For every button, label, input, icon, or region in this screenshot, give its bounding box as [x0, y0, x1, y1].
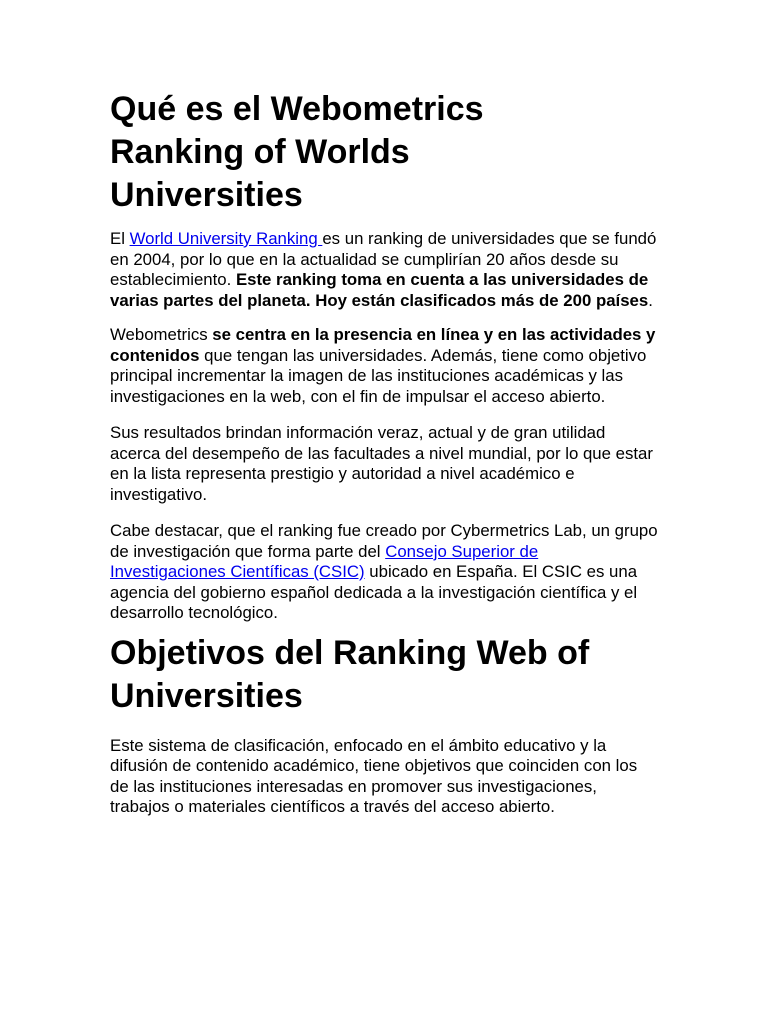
csic-text-2: ubicado en España. El CSIC es una agencia del gobierno español dedicada a la investigación científica y el desarrollo tecnológico.: [110, 562, 638, 622]
intro-text-1: El: [110, 229, 130, 248]
csic-link[interactable]: Consejo Superior de Investigaciones Científicas (CSIC): [110, 541, 539, 581]
article-body: [110, 88, 658, 818]
focus-text-1: Webometrics: [110, 325, 213, 344]
heading-objectives: Objetivos del Ranking Web of Universities: [110, 633, 590, 715]
csic-text-1: Cabe destacar, que el ranking fue creado por Cybermetrics Lab, un grupo de investigación que forma parte del: [110, 521, 658, 561]
focus-bold-text: se centra en la presencia en línea y en las actividades y contenidos: [110, 325, 656, 365]
world-university-ranking-link[interactable]: World University Ranking: [129, 229, 323, 248]
intro-text-2: es un ranking de universidades que se fundó en 2004, por lo que en la actualidad se cumplirían 20 años desde su establecimiento.: [110, 229, 657, 289]
paragraph-focus: [110, 325, 658, 407]
paragraph-csic: [110, 521, 658, 624]
paragraph-objectives: Este sistema de clasificación, enfocado en el ámbito educativo y la difusión de contenido académico, tiene objetivos que coinciden con los de las instituciones interesadas en promover sus investigaciones, trabajos o materiales científicos a través del acceso abierto.: [110, 735, 638, 816]
paragraph-results: Sus resultados brindan información veraz, actual y de gran utilidad acerca del desempeño de las facultades a nivel mundial, por lo que estar en la lista representa prestigio y autoridad a nivel académico e investigativo.: [110, 423, 653, 504]
intro-text-3: .: [648, 290, 653, 310]
paragraph-intro: [110, 229, 658, 311]
intro-bold-text: Este ranking toma en cuenta a las universidades de varias partes del planeta. Hoy están clasificados más de 200 países: [110, 270, 649, 310]
heading-webometrics: Qué es el Webometrics Ranking of Worlds Universities: [110, 90, 484, 214]
focus-text-2: que tengan las universidades. Además, tiene como objetivo principal incrementar la imagen de las instituciones académicas y las investigaciones en la web, con el fin de impulsar el acceso abierto.: [110, 345, 647, 406]
heading-objectives-wrap: [110, 632, 658, 718]
